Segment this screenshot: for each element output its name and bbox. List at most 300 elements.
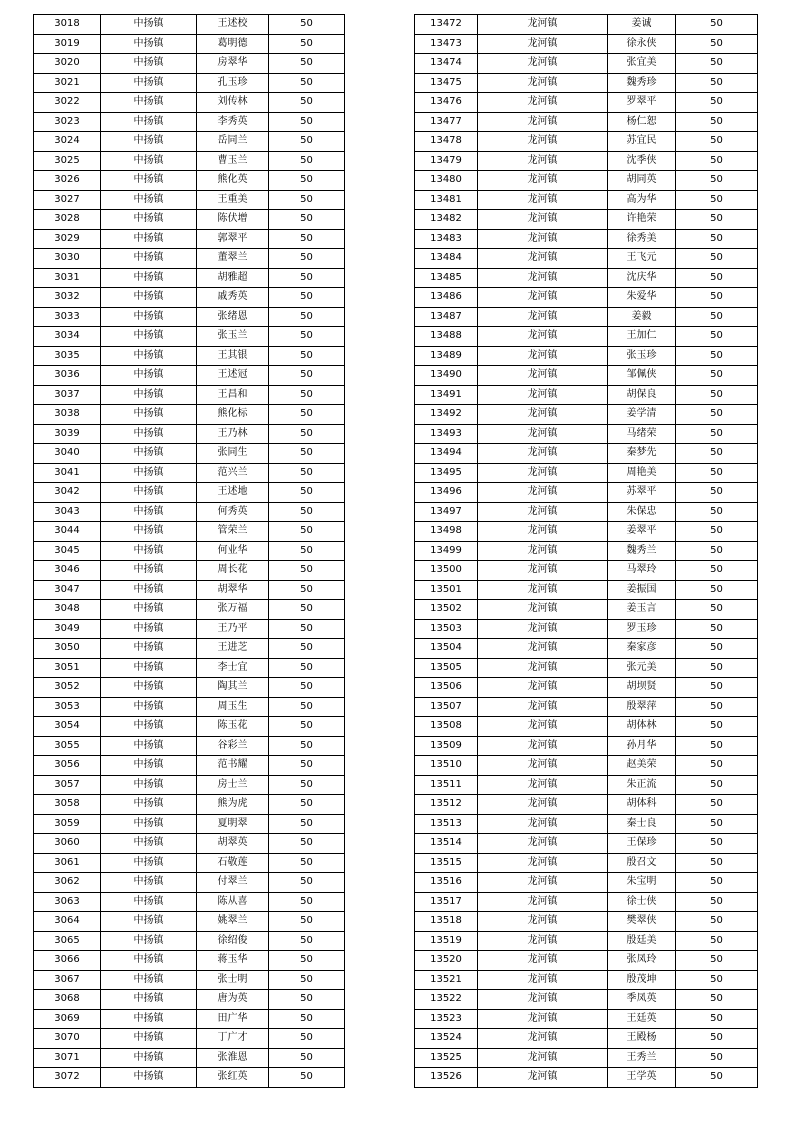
amount-cell: 50 [676, 736, 758, 756]
amount-cell: 50 [676, 990, 758, 1010]
amount-cell: 50 [269, 502, 345, 522]
name-cell: 胡坝贤 [608, 678, 676, 698]
table-row [415, 697, 758, 717]
town-cell: 中扬镇 [101, 561, 197, 581]
town-cell: 龙河镇 [478, 73, 608, 93]
table-row [415, 814, 758, 834]
row-number-cell: 3027 [34, 190, 101, 210]
amount-cell: 50 [269, 912, 345, 932]
amount-cell: 50 [676, 970, 758, 990]
town-cell: 中扬镇 [101, 814, 197, 834]
row-number-cell: 13516 [415, 873, 478, 893]
town-cell: 中扬镇 [101, 912, 197, 932]
name-cell: 张万福 [197, 600, 269, 620]
amount-cell: 50 [269, 795, 345, 815]
row-number-cell: 3021 [34, 73, 101, 93]
town-cell: 龙河镇 [478, 717, 608, 737]
row-number-cell: 13494 [415, 444, 478, 464]
row-number-cell: 3049 [34, 619, 101, 639]
table-row [415, 483, 758, 503]
town-cell: 龙河镇 [478, 307, 608, 327]
name-cell: 房士兰 [197, 775, 269, 795]
table-row [415, 600, 758, 620]
name-cell: 王述校 [197, 15, 269, 35]
table-row [415, 1009, 758, 1029]
name-cell: 何业华 [197, 541, 269, 561]
town-cell: 中扬镇 [101, 834, 197, 854]
amount-cell: 50 [676, 15, 758, 35]
right-roster-table [414, 14, 758, 1088]
amount-cell: 50 [676, 444, 758, 464]
row-number-cell: 3071 [34, 1048, 101, 1068]
amount-cell: 50 [269, 132, 345, 152]
amount-cell: 50 [676, 1009, 758, 1029]
name-cell: 秦家彦 [608, 639, 676, 659]
amount-cell: 50 [269, 931, 345, 951]
name-cell: 王殿杨 [608, 1029, 676, 1049]
table-row [34, 229, 345, 249]
table-row [415, 736, 758, 756]
row-number-cell: 13521 [415, 970, 478, 990]
amount-cell: 50 [269, 697, 345, 717]
table-row [34, 522, 345, 542]
table-row [34, 346, 345, 366]
row-number-cell: 13509 [415, 736, 478, 756]
name-cell: 徐永侠 [608, 34, 676, 54]
amount-cell: 50 [269, 541, 345, 561]
town-cell: 龙河镇 [478, 931, 608, 951]
amount-cell: 50 [269, 190, 345, 210]
amount-cell: 50 [676, 405, 758, 425]
amount-cell: 50 [676, 385, 758, 405]
town-cell: 龙河镇 [478, 990, 608, 1010]
name-cell: 王进芝 [197, 639, 269, 659]
town-cell: 龙河镇 [478, 912, 608, 932]
amount-cell: 50 [676, 1068, 758, 1088]
table-row [34, 697, 345, 717]
row-number-cell: 13515 [415, 853, 478, 873]
table-row [415, 34, 758, 54]
town-cell: 龙河镇 [478, 112, 608, 132]
name-cell: 熊化英 [197, 171, 269, 191]
town-cell: 中扬镇 [101, 1029, 197, 1049]
table-row [415, 541, 758, 561]
table-row [415, 73, 758, 93]
town-cell: 中扬镇 [101, 892, 197, 912]
table-row [34, 775, 345, 795]
name-cell: 苏翠平 [608, 483, 676, 503]
amount-cell: 50 [269, 151, 345, 171]
town-cell: 中扬镇 [101, 541, 197, 561]
row-number-cell: 3067 [34, 970, 101, 990]
row-number-cell: 3044 [34, 522, 101, 542]
town-cell: 龙河镇 [478, 697, 608, 717]
name-cell: 谷彩兰 [197, 736, 269, 756]
town-cell: 龙河镇 [478, 951, 608, 971]
amount-cell: 50 [676, 522, 758, 542]
row-number-cell: 3042 [34, 483, 101, 503]
table-row [415, 229, 758, 249]
town-cell: 中扬镇 [101, 736, 197, 756]
amount-cell: 50 [269, 268, 345, 288]
town-cell: 中扬镇 [101, 522, 197, 542]
town-cell: 中扬镇 [101, 678, 197, 698]
name-cell: 王昌和 [197, 385, 269, 405]
row-number-cell: 3048 [34, 600, 101, 620]
amount-cell: 50 [676, 249, 758, 269]
table-row [34, 931, 345, 951]
row-number-cell: 13473 [415, 34, 478, 54]
town-cell: 龙河镇 [478, 268, 608, 288]
row-number-cell: 13488 [415, 327, 478, 347]
town-cell: 龙河镇 [478, 970, 608, 990]
row-number-cell: 3026 [34, 171, 101, 191]
town-cell: 中扬镇 [101, 73, 197, 93]
name-cell: 王乃平 [197, 619, 269, 639]
amount-cell: 50 [269, 327, 345, 347]
row-number-cell: 13522 [415, 990, 478, 1010]
town-cell: 龙河镇 [478, 639, 608, 659]
table-row [34, 619, 345, 639]
amount-cell: 50 [269, 424, 345, 444]
table-row [34, 93, 345, 113]
table-row [34, 190, 345, 210]
amount-cell: 50 [269, 307, 345, 327]
town-cell: 中扬镇 [101, 249, 197, 269]
town-cell: 中扬镇 [101, 756, 197, 776]
amount-cell: 50 [676, 502, 758, 522]
town-cell: 龙河镇 [478, 54, 608, 74]
name-cell: 赵美荣 [608, 756, 676, 776]
name-cell: 张淮恩 [197, 1048, 269, 1068]
table-row [34, 912, 345, 932]
table-row [415, 424, 758, 444]
table-row [34, 639, 345, 659]
amount-cell: 50 [269, 1029, 345, 1049]
town-cell: 龙河镇 [478, 756, 608, 776]
amount-cell: 50 [676, 775, 758, 795]
row-number-cell: 13483 [415, 229, 478, 249]
table-row [34, 151, 345, 171]
row-number-cell: 3052 [34, 678, 101, 698]
town-cell: 龙河镇 [478, 775, 608, 795]
name-cell: 张绪恩 [197, 307, 269, 327]
table-row [415, 405, 758, 425]
town-cell: 龙河镇 [478, 229, 608, 249]
row-number-cell: 3024 [34, 132, 101, 152]
town-cell: 中扬镇 [101, 132, 197, 152]
row-number-cell: 3037 [34, 385, 101, 405]
row-number-cell: 13525 [415, 1048, 478, 1068]
table-row [34, 853, 345, 873]
amount-cell: 50 [269, 619, 345, 639]
table-row [34, 385, 345, 405]
name-cell: 樊翠侠 [608, 912, 676, 932]
name-cell: 秦梦先 [608, 444, 676, 464]
name-cell: 石敬莲 [197, 853, 269, 873]
town-cell: 龙河镇 [478, 210, 608, 230]
amount-cell: 50 [676, 951, 758, 971]
name-cell: 王乃林 [197, 424, 269, 444]
table-row [34, 873, 345, 893]
amount-cell: 50 [676, 853, 758, 873]
name-cell: 苏宜民 [608, 132, 676, 152]
row-number-cell: 3059 [34, 814, 101, 834]
town-cell: 龙河镇 [478, 385, 608, 405]
name-cell: 殷召文 [608, 853, 676, 873]
table-row [34, 736, 345, 756]
table-row [415, 580, 758, 600]
town-cell: 龙河镇 [478, 522, 608, 542]
name-cell: 殷茂坤 [608, 970, 676, 990]
row-number-cell: 13485 [415, 268, 478, 288]
name-cell: 姜诚 [608, 15, 676, 35]
name-cell: 沈庆华 [608, 268, 676, 288]
name-cell: 姜毅 [608, 307, 676, 327]
left-roster-table [33, 14, 345, 1088]
name-cell: 夏明翠 [197, 814, 269, 834]
amount-cell: 50 [269, 736, 345, 756]
row-number-cell: 3061 [34, 853, 101, 873]
name-cell: 董翠兰 [197, 249, 269, 269]
table-row [34, 463, 345, 483]
row-number-cell: 13499 [415, 541, 478, 561]
town-cell: 中扬镇 [101, 1048, 197, 1068]
table-row [415, 678, 758, 698]
name-cell: 周艳美 [608, 463, 676, 483]
row-number-cell: 13503 [415, 619, 478, 639]
name-cell: 熊化标 [197, 405, 269, 425]
row-number-cell: 13505 [415, 658, 478, 678]
row-number-cell: 13489 [415, 346, 478, 366]
amount-cell: 50 [676, 678, 758, 698]
name-cell: 王述地 [197, 483, 269, 503]
row-number-cell: 3064 [34, 912, 101, 932]
name-cell: 胡体科 [608, 795, 676, 815]
amount-cell: 50 [269, 990, 345, 1010]
name-cell: 朱正流 [608, 775, 676, 795]
name-cell: 朱宝明 [608, 873, 676, 893]
table-row [34, 210, 345, 230]
amount-cell: 50 [676, 327, 758, 347]
table-row [415, 853, 758, 873]
table-row [415, 366, 758, 386]
town-cell: 中扬镇 [101, 600, 197, 620]
row-number-cell: 3046 [34, 561, 101, 581]
name-cell: 罗翠平 [608, 93, 676, 113]
town-cell: 中扬镇 [101, 502, 197, 522]
table-row [34, 541, 345, 561]
row-number-cell: 3056 [34, 756, 101, 776]
name-cell: 范兴兰 [197, 463, 269, 483]
amount-cell: 50 [676, 931, 758, 951]
amount-cell: 50 [676, 171, 758, 191]
row-number-cell: 3072 [34, 1068, 101, 1088]
amount-cell: 50 [269, 463, 345, 483]
table-row [415, 892, 758, 912]
row-number-cell: 13501 [415, 580, 478, 600]
name-cell: 陶其兰 [197, 678, 269, 698]
name-cell: 周玉生 [197, 697, 269, 717]
town-cell: 龙河镇 [478, 327, 608, 347]
town-cell: 中扬镇 [101, 795, 197, 815]
table-row [415, 112, 758, 132]
table-row [415, 288, 758, 308]
name-cell: 刘传林 [197, 93, 269, 113]
amount-cell: 50 [269, 873, 345, 893]
table-row [415, 619, 758, 639]
amount-cell: 50 [676, 463, 758, 483]
amount-cell: 50 [676, 658, 758, 678]
table-row [34, 366, 345, 386]
town-cell: 中扬镇 [101, 951, 197, 971]
row-number-cell: 13475 [415, 73, 478, 93]
name-cell: 丁广才 [197, 1029, 269, 1049]
table-row [34, 249, 345, 269]
town-cell: 中扬镇 [101, 873, 197, 893]
row-number-cell: 13480 [415, 171, 478, 191]
row-number-cell: 3043 [34, 502, 101, 522]
row-number-cell: 13512 [415, 795, 478, 815]
row-number-cell: 3031 [34, 268, 101, 288]
town-cell: 中扬镇 [101, 717, 197, 737]
table-row [34, 990, 345, 1010]
name-cell: 胡同英 [608, 171, 676, 191]
town-cell: 龙河镇 [478, 853, 608, 873]
name-cell: 胡雅超 [197, 268, 269, 288]
amount-cell: 50 [676, 483, 758, 503]
town-cell: 龙河镇 [478, 502, 608, 522]
town-cell: 龙河镇 [478, 678, 608, 698]
table-row [34, 795, 345, 815]
amount-cell: 50 [676, 541, 758, 561]
row-number-cell: 3069 [34, 1009, 101, 1029]
name-cell: 蒋玉华 [197, 951, 269, 971]
amount-cell: 50 [676, 580, 758, 600]
row-number-cell: 13507 [415, 697, 478, 717]
table-row [34, 678, 345, 698]
row-number-cell: 3041 [34, 463, 101, 483]
row-number-cell: 3023 [34, 112, 101, 132]
amount-cell: 50 [676, 307, 758, 327]
amount-cell: 50 [269, 678, 345, 698]
town-cell: 中扬镇 [101, 405, 197, 425]
row-number-cell: 3063 [34, 892, 101, 912]
amount-cell: 50 [676, 639, 758, 659]
town-cell: 中扬镇 [101, 658, 197, 678]
table-row [415, 151, 758, 171]
row-number-cell: 13477 [415, 112, 478, 132]
amount-cell: 50 [676, 268, 758, 288]
name-cell: 姜玉言 [608, 600, 676, 620]
row-number-cell: 13479 [415, 151, 478, 171]
amount-cell: 50 [269, 600, 345, 620]
name-cell: 王廷英 [608, 1009, 676, 1029]
row-number-cell: 3028 [34, 210, 101, 230]
name-cell: 许艳荣 [608, 210, 676, 230]
table-row [415, 931, 758, 951]
amount-cell: 50 [676, 93, 758, 113]
name-cell: 胡体林 [608, 717, 676, 737]
name-cell: 姜学清 [608, 405, 676, 425]
table-row [415, 795, 758, 815]
amount-cell: 50 [269, 73, 345, 93]
name-cell: 陈伏增 [197, 210, 269, 230]
name-cell: 徐秀美 [608, 229, 676, 249]
table-row [34, 307, 345, 327]
town-cell: 中扬镇 [101, 151, 197, 171]
town-cell: 龙河镇 [478, 541, 608, 561]
table-row [415, 444, 758, 464]
amount-cell: 50 [269, 249, 345, 269]
name-cell: 张宜美 [608, 54, 676, 74]
town-cell: 中扬镇 [101, 990, 197, 1010]
name-cell: 姜翠平 [608, 522, 676, 542]
amount-cell: 50 [676, 424, 758, 444]
town-cell: 中扬镇 [101, 775, 197, 795]
table-row [34, 15, 345, 35]
row-number-cell: 3018 [34, 15, 101, 35]
amount-cell: 50 [676, 912, 758, 932]
row-number-cell: 13492 [415, 405, 478, 425]
table-row [34, 1068, 345, 1088]
table-row [34, 580, 345, 600]
name-cell: 王其银 [197, 346, 269, 366]
town-cell: 中扬镇 [101, 327, 197, 347]
town-cell: 龙河镇 [478, 15, 608, 35]
name-cell: 李士宜 [197, 658, 269, 678]
amount-cell: 50 [269, 346, 345, 366]
table-row [415, 522, 758, 542]
row-number-cell: 13493 [415, 424, 478, 444]
row-number-cell: 13514 [415, 834, 478, 854]
table-row [415, 54, 758, 74]
table-row [34, 424, 345, 444]
amount-cell: 50 [269, 54, 345, 74]
town-cell: 龙河镇 [478, 288, 608, 308]
amount-cell: 50 [269, 1009, 345, 1029]
town-cell: 龙河镇 [478, 249, 608, 269]
amount-cell: 50 [676, 190, 758, 210]
amount-cell: 50 [269, 229, 345, 249]
town-cell: 龙河镇 [478, 1029, 608, 1049]
town-cell: 龙河镇 [478, 580, 608, 600]
row-number-cell: 13508 [415, 717, 478, 737]
name-cell: 张玉兰 [197, 327, 269, 347]
town-cell: 龙河镇 [478, 366, 608, 386]
name-cell: 朱爱华 [608, 288, 676, 308]
table-row [34, 951, 345, 971]
row-number-cell: 3054 [34, 717, 101, 737]
amount-cell: 50 [269, 639, 345, 659]
row-number-cell: 13495 [415, 463, 478, 483]
table-row [415, 970, 758, 990]
town-cell: 中扬镇 [101, 112, 197, 132]
town-cell: 龙河镇 [478, 561, 608, 581]
table-row [415, 132, 758, 152]
amount-cell: 50 [676, 151, 758, 171]
row-number-cell: 3062 [34, 873, 101, 893]
row-number-cell: 13497 [415, 502, 478, 522]
town-cell: 龙河镇 [478, 658, 608, 678]
row-number-cell: 13518 [415, 912, 478, 932]
name-cell: 王学英 [608, 1068, 676, 1088]
name-cell: 杨仁恕 [608, 112, 676, 132]
name-cell: 孔玉珍 [197, 73, 269, 93]
name-cell: 王飞元 [608, 249, 676, 269]
table-row [415, 502, 758, 522]
row-number-cell: 3032 [34, 288, 101, 308]
